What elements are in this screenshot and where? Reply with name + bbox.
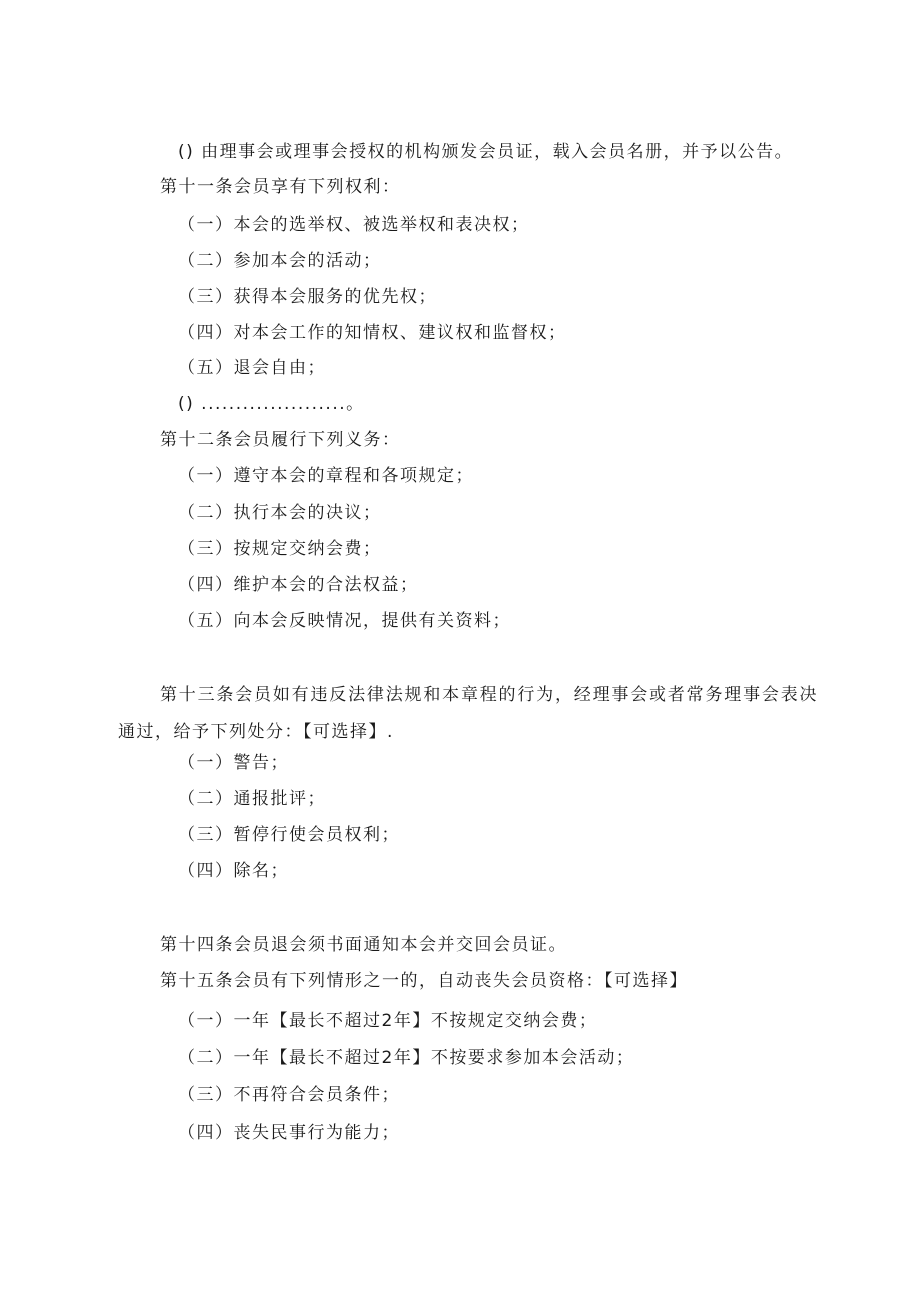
article-14-paragraph: 第十四条会员退会须书面通知本会并交回会员证。 [160, 935, 567, 955]
article-12-item-2: （二）执行本会的决议； [178, 503, 382, 523]
paragraph-membership-certificate: () 由理事会或理事会授权的机构颁发会员证，载入会员名册，并予以公告。 [178, 142, 794, 162]
article-15-item-1: （一）一年【最长不超过2年】不按规定交纳会费； [178, 1011, 598, 1031]
article-13-item-2: （二）通报批评； [178, 789, 326, 809]
article-12-item-3: （三）按规定交纳会费； [178, 539, 382, 559]
article-11-heading: 第十一条会员享有下列权利： [160, 177, 401, 197]
article-11-item-1: （一）本会的选举权、被选举权和表决权； [178, 215, 530, 235]
article-13-item-3: （三）暂停行使会员权利； [178, 825, 400, 845]
article-11-item-2: （二）参加本会的活动； [178, 251, 382, 271]
article-13-item-4: （四）除名； [178, 861, 289, 881]
article-15-item-3: （三）不再符合会员条件； [178, 1085, 400, 1105]
article-11-item-5: （五）退会自由； [178, 358, 326, 378]
article-12-item-5: （五）向本会反映情况，提供有关资料； [178, 611, 511, 631]
article-11-item-3: （三）获得本会服务的优先权； [178, 287, 437, 307]
article-12-heading: 第十二条会员履行下列义务： [160, 430, 401, 450]
article-13-paragraph: 第十三条会员如有违反法律法规和本章程的行为，经理事会或者常务理事会表决通过，给予下列处分：【可选择】. [118, 685, 818, 742]
article-11-item-ellipsis: () .....................。 [178, 394, 365, 414]
article-13-item-1: （一）警告； [178, 753, 289, 773]
article-12-item-1: （一）遵守本会的章程和各项规定； [178, 466, 474, 486]
article-15-item-2: （二）一年【最长不超过2年】不按要求参加本会活动； [178, 1048, 635, 1068]
article-15-item-4: （四）丧失民事行为能力； [178, 1123, 400, 1143]
article-15-heading: 第十五条会员有下列情形之一的，自动丧失会员资格：【可选择】 [160, 971, 688, 991]
article-11-item-4: （四）对本会工作的知情权、建议权和监督权； [178, 323, 567, 343]
article-12-item-4: （四）维护本会的合法权益； [178, 575, 419, 595]
